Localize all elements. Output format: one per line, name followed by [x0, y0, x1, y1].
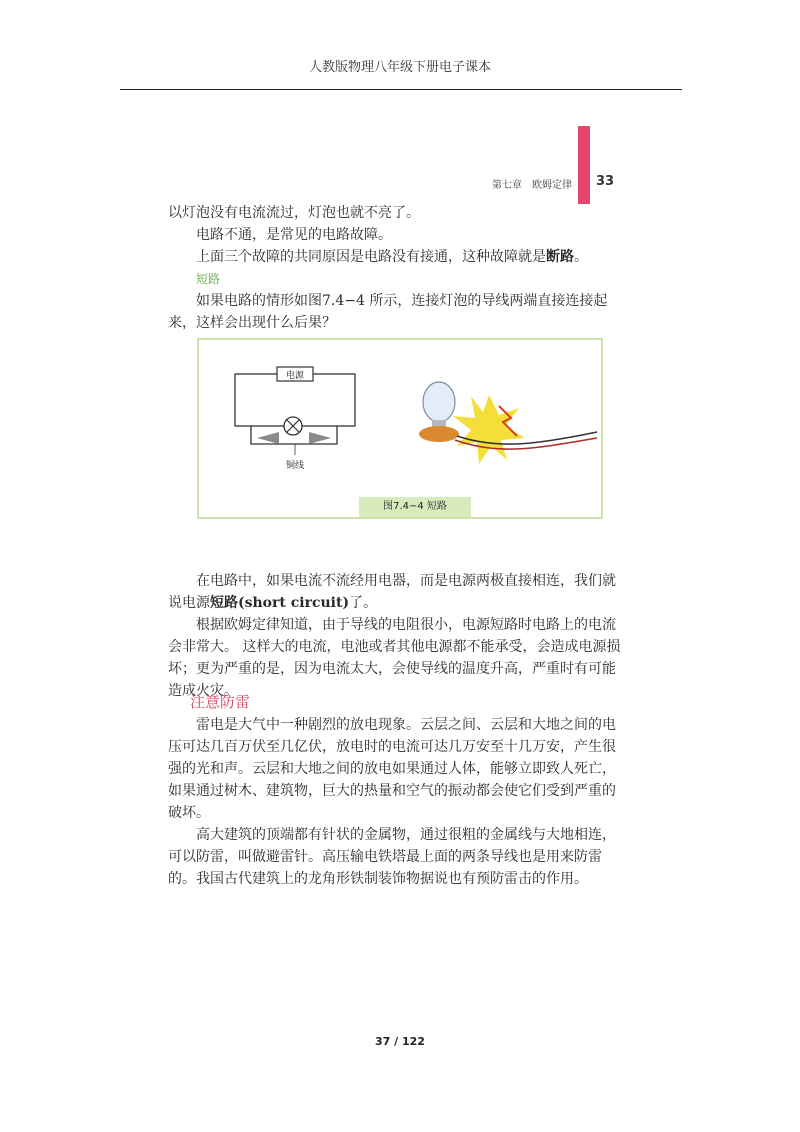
- text-line: 如果电路的情形如图7.4−4 所示，连接灯泡的导线两端直接连接起来，这样会出现什么后果？: [168, 293, 608, 331]
- document-title: 人教版物理八年级下册电子课本: [308, 60, 491, 75]
- chapter-color-bar: [578, 126, 590, 204]
- copper-wire-label: 铜线: [285, 461, 305, 471]
- clip-left-icon: [257, 432, 279, 444]
- text-line: 以灯泡没有电流流过，灯泡也就不亮了。: [168, 205, 420, 221]
- figure-caption: 图7.4−4 短路: [359, 497, 471, 517]
- bulb-base-icon: [419, 426, 459, 442]
- text-line: 高大建筑的顶端都有针状的金属物，通过很粗的金属线与大地相连，可以防雷，叫做避雷针。高压输电铁塔最上面的两条导线也是用来防雷的。我国古代建筑上的龙角形铁制装饰物据说也有预防雷击的作用。: [168, 827, 616, 887]
- figure-short-circuit: [197, 338, 603, 519]
- section-head-short-circuit: 短路: [196, 272, 221, 286]
- term-open-circuit: 断路: [546, 249, 574, 265]
- header-divider: [120, 89, 682, 90]
- text-line: 上面三个故障的共同原因是电路没有接通，这种故障就是断路。: [196, 249, 588, 265]
- text-line: 雷电是大气中一种剧烈的放电现象。云层之间、云层和大地之间的电压可达几百万伏至几亿伏，放电时的电流可达几万安至十几万安，产生很强的光和声。云层和大地之间的放电如果通过人体，能够立即致人死亡，如果通过树木、建筑物，巨大的热量和空气的振动都会使它们受到严重的破坏。: [168, 717, 616, 821]
- power-source-label: 电源: [285, 371, 305, 381]
- term-short-circuit: 短路(short circuit): [210, 595, 350, 611]
- circuit-illustration: [199, 340, 601, 517]
- chapter-label: 第七章 欧姆定律: [492, 180, 572, 191]
- text-line: 根据欧姆定律知道，由于导线的电阻很小，电源短路时电路上的电流会非常大。 这样大的电流，电池或者其他电源都不能承受，会造成电源损坏；更为严重的是，因为电流太大，会使导线的温度升高，严重时有可能造成火灾。: [168, 617, 621, 699]
- text-line: 在电路中，如果电流不流经用电器，而是电源两极直接相连，我们就说电源短路(short circuit)了。: [168, 573, 616, 611]
- page-indicator: 37 / 122: [375, 1035, 425, 1048]
- bulb-glass-icon: [423, 382, 455, 422]
- paragraph-open-circuit: [168, 202, 628, 334]
- spark-burst-icon: [453, 395, 525, 464]
- paragraph-lightning: [168, 714, 628, 890]
- section-head-lightning: 注意防雷: [190, 693, 251, 711]
- textbook-page: [160, 120, 640, 887]
- book-page-number: 33: [596, 174, 615, 189]
- clip-right-icon: [309, 432, 331, 444]
- paragraph-short-circuit: [168, 570, 628, 702]
- text-line: 电路不通，是常见的电路故障。: [196, 227, 392, 243]
